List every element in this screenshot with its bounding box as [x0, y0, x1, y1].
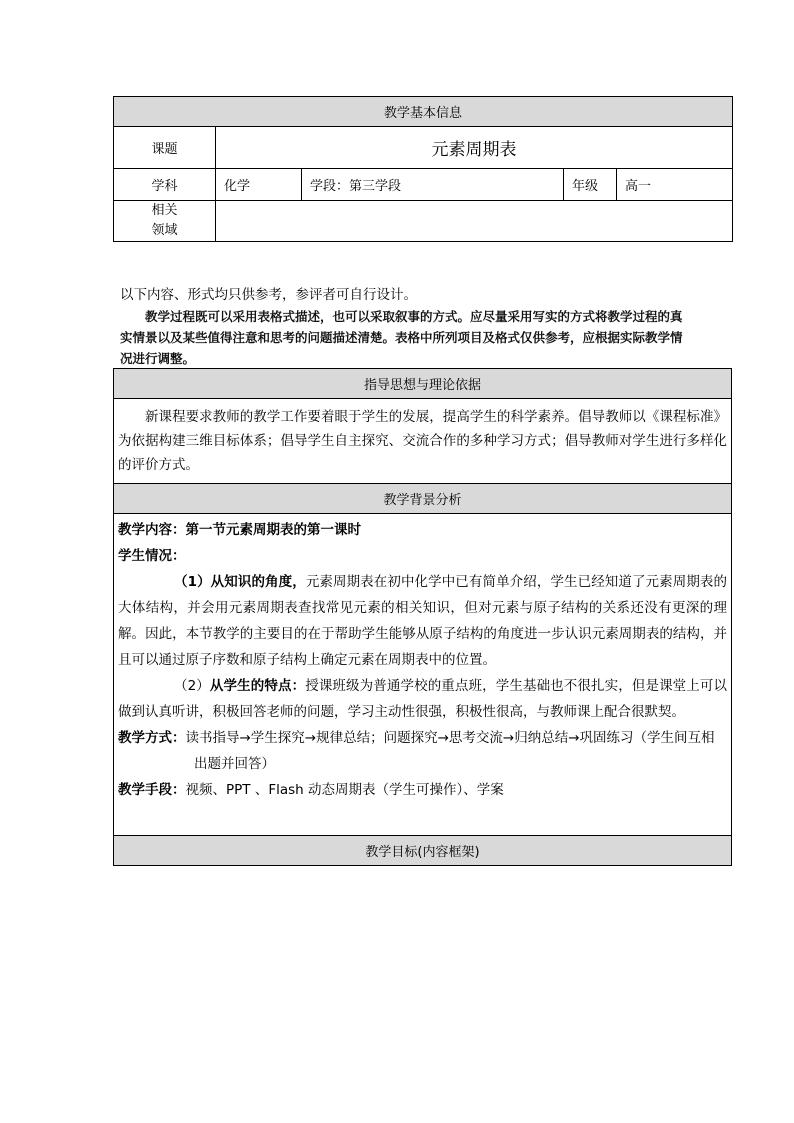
p2-number: （2） — [174, 678, 210, 694]
teaching-content-label: 教学内容： — [118, 522, 186, 538]
student-traits-paragraph — [118, 673, 727, 725]
p1-number: （1） — [174, 574, 211, 590]
basic-info-header: 教学基本信息 — [114, 97, 733, 127]
p1-text: 元素周期表在初中化学中已有简单介绍，学生已经知道了元素周期表的大体结构，并会用元素周期表查找常见元素的相关知识，但对元素与原子结构的关系还没有更深的理解。因此，本节教学的主要目的在于帮助学生能够从原子结构的角度进一步认识元素周期表的结构，并且可以通过原子序数和原子结构上确定元素在周期表中的位置。 — [118, 574, 728, 668]
grade-value: 高一 — [617, 169, 733, 201]
topic-value: 元素周期表 — [216, 127, 733, 169]
background-header: 教学背景分析 — [114, 484, 732, 514]
related-label-line1: 相关 — [151, 203, 178, 218]
instructions-note — [120, 284, 690, 369]
note-line-2: 教学过程既可以采用表格式描述，也可以采取叙事的方式。应尽量采用写实的方式将教学过程的真实情景以及某些值得注意和思考的问题描述清楚。表格中所列项目及格式仅供参考，应根据实际教学情况进行调整。 — [120, 309, 683, 366]
note-line-1: 以下内容、形式均只供参考，参评者可自行设计。 — [120, 287, 417, 303]
knowledge-paragraph — [118, 569, 727, 673]
guiding-text: 新课程要求教师的教学工作要着眼于学生的发展，提高学生的科学素养。倡导教师以《课程标准》为依据构建三维目标体系；倡导学生自主探究、交流合作的多种学习方式；倡导教师对学生进行多样化的评价方式。 — [114, 399, 732, 484]
subject-value: 化学 — [216, 169, 302, 201]
topic-label: 课题 — [114, 127, 216, 169]
p2-label: 从学生的特点： — [209, 678, 306, 694]
teaching-method-line — [118, 725, 727, 777]
grade-label: 年级 — [564, 169, 617, 201]
guiding-header: 指导思想与理论依据 — [114, 369, 732, 399]
background-content — [114, 514, 732, 836]
teaching-method-value: 读书指导→学生探究→规律总结；问题探究→思考交流→归纳总结→巩固练习（学生间互相出题并回答） — [185, 730, 715, 772]
teaching-design-table — [113, 368, 732, 866]
stage-value: 学段：第三学段 — [302, 169, 564, 201]
teaching-means-value: 视频、PPT 、Flash 动态周期表（学生可操作）、学案 — [185, 782, 504, 798]
teaching-content-line — [118, 517, 727, 543]
p1-label: 从知识的角度， — [210, 574, 306, 590]
teaching-means-label: 教学手段： — [118, 782, 186, 798]
p2-text: 授课班级为普通学校的重点班，学生基础也不很扎实，但是课堂上可以做到认真听讲，积极回答老师的问题，学习主动性很强，积极性很高，与教师课上配合很默契。 — [118, 678, 728, 720]
student-situation-label: 学生情况： — [118, 548, 186, 564]
teaching-method-label: 教学方式： — [118, 730, 186, 746]
objectives-header: 教学目标(内容框架) — [114, 836, 732, 866]
basic-info-table — [113, 96, 733, 242]
subject-label: 学科 — [114, 169, 216, 201]
related-label-line2: 领域 — [151, 223, 178, 238]
related-field-label — [114, 201, 216, 242]
teaching-content-value: 第一节元素周期表的第一课时 — [185, 522, 361, 538]
teaching-means-line — [118, 777, 727, 803]
related-field-value — [216, 201, 733, 242]
